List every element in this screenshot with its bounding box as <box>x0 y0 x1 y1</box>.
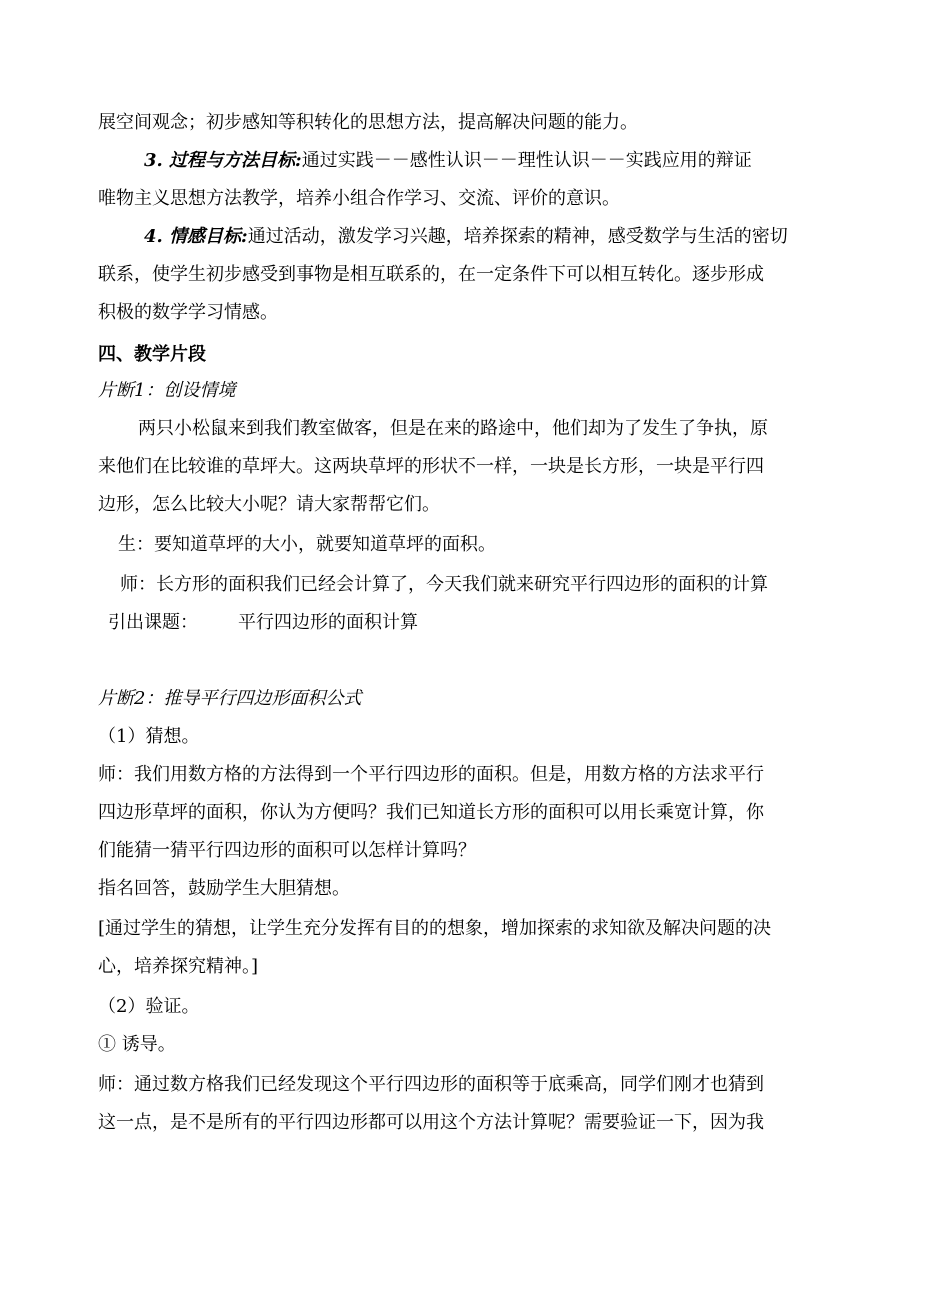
text-line: 边形，怎么比较大小呢？请大家帮帮它们。 <box>98 494 440 515</box>
text-line: 师：通过数方格我们已经发现这个平行四边形的面积等于底乘高，同学们刚才也猜到 <box>98 1074 764 1095</box>
note-line: [通过学生的猜想，让学生充分发挥有目的的想象，增加探索的求知欲及解决问题的决 <box>98 918 772 939</box>
goal-4-text: 通过活动，激发学习兴趣，培养探索的精神，感受数学与生活的密切 <box>247 226 788 247</box>
fragment-1-title: 片断1：创设情境 <box>98 380 236 401</box>
note-line: 心，培养探究精神。] <box>98 956 259 977</box>
sub-step-1: ① 诱导。 <box>98 1034 176 1055</box>
goal-4-label: 4. 情感目标: <box>144 226 248 247</box>
text-line: 联系，使学生初步感受到事物是相互联系的，在一定条件下可以相互转化。逐步形成 <box>98 264 764 285</box>
student-line: 生：要知道草坪的大小，就要知道草坪的面积。 <box>118 534 496 555</box>
teacher-line: 师：长方形的面积我们已经会计算了，今天我们就来研究平行四边形的面积的计算 <box>120 574 768 595</box>
goal-4-line <box>98 218 856 256</box>
goal-3-line <box>98 142 856 180</box>
text-line: 积极的数学学习情感。 <box>98 302 278 323</box>
lead-label: 引出课题： <box>108 612 198 633</box>
fragment-2-title: 片断2：推导平行四边形面积公式 <box>98 688 362 709</box>
text-line: 师：我们用数方格的方法得到一个平行四边形的面积。但是，用数方格的方法求平行 <box>98 764 764 785</box>
text-line: 来他们在比较谁的草坪大。这两块草坪的形状不一样，一块是长方形，一块是平行四 <box>98 456 764 477</box>
step-1: （1）猜想。 <box>98 726 200 747</box>
text-line: 这一点，是不是所有的平行四边形都可以用这个方法计算呢？需要验证一下，因为我 <box>98 1112 764 1133</box>
text-line: 指名回答，鼓励学生大胆猜想。 <box>98 878 350 899</box>
goal-3-text: 通过实践－－感性认识－－理性认识－－实践应用的辩证 <box>301 150 752 171</box>
section-heading: 四、教学片段 <box>98 344 206 365</box>
text-line: 两只小松鼠来到我们教室做客，但是在来的路途中，他们却为了发生了争执，原 <box>138 418 768 439</box>
goal-3-label: 3. 过程与方法目标: <box>144 150 302 171</box>
topic-line <box>98 604 856 642</box>
text-line: 展空间观念；初步感知等积转化的思想方法，提高解决问题的能力。 <box>98 112 638 133</box>
step-2: （2）验证。 <box>98 996 200 1017</box>
text-line: 四边形草坪的面积，你认为方便吗？我们已知道长方形的面积可以用长乘宽计算，你 <box>98 802 764 823</box>
text-line: 们能猜一猜平行四边形的面积可以怎样计算吗？ <box>98 840 476 861</box>
text-line: 唯物主义思想方法教学，培养小组合作学习、交流、评价的意识。 <box>98 188 620 209</box>
lesson-topic: 平行四边形的面积计算 <box>238 612 418 633</box>
